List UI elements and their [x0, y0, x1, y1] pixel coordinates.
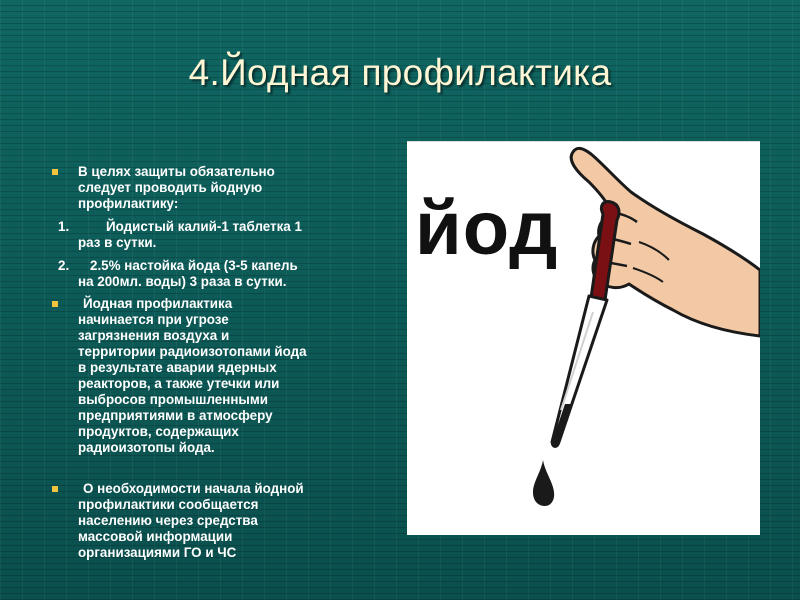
bullet-intro — [50, 164, 395, 212]
text-line: начинается при угрозе — [78, 312, 229, 327]
text-line: профилактики сообщается — [78, 497, 259, 512]
text-line: реакторов, а также утечки или — [78, 376, 280, 391]
text-line: 2.5% настойка йода (3-5 капель — [90, 258, 298, 273]
text-line: в результате аварии ядерных — [78, 360, 277, 375]
text-line: профилактику: — [78, 196, 179, 211]
text-line: массовой информации — [78, 529, 233, 544]
text-line: на 200мл. воды) 3 раза в сутки. — [78, 274, 287, 289]
slide-body — [50, 164, 395, 561]
text-line: загрязнения воздуха и — [78, 328, 230, 343]
text-line: организациями ГО и ЧС — [78, 545, 237, 560]
slide-title: 4.Йодная профилактика — [188, 52, 612, 93]
text-line: Йодная профилактика — [83, 296, 233, 311]
text-line: В целях защиты обязательно — [78, 164, 275, 179]
bullet-notice — [50, 481, 395, 561]
text-line: О необходимости начала йодной — [83, 481, 304, 496]
numbered-item-1 — [50, 219, 395, 251]
bullet-threat — [50, 296, 395, 456]
tube-highlight — [561, 312, 593, 410]
text-line: Йодистый калий-1 таблетка 1 — [106, 219, 302, 234]
bullet-marker — [52, 169, 58, 175]
text-line: населению через средства — [78, 513, 258, 528]
bullet-marker — [52, 301, 58, 307]
text-line: территории радиоизотопами йода — [78, 344, 307, 359]
iodine-illustration — [407, 141, 760, 535]
text-line: выбросов промышленными — [78, 392, 268, 407]
text-line: продуктов, содержащих — [78, 424, 239, 439]
text-line: радиоизотопы йода. — [78, 440, 215, 455]
hand-pipette-icon — [407, 142, 760, 535]
text-line: раз в сутки. — [78, 235, 157, 250]
item-number: 1. — [58, 219, 70, 234]
iodine-word: йод — [415, 186, 559, 271]
item-number: 2. — [58, 258, 70, 273]
text-line: следует проводить йодную — [78, 180, 263, 195]
numbered-item-2 — [50, 258, 395, 290]
bullet-marker — [52, 486, 58, 492]
iodine-drop — [533, 460, 554, 506]
text-line: предприятиями в атмосферу — [78, 408, 273, 423]
